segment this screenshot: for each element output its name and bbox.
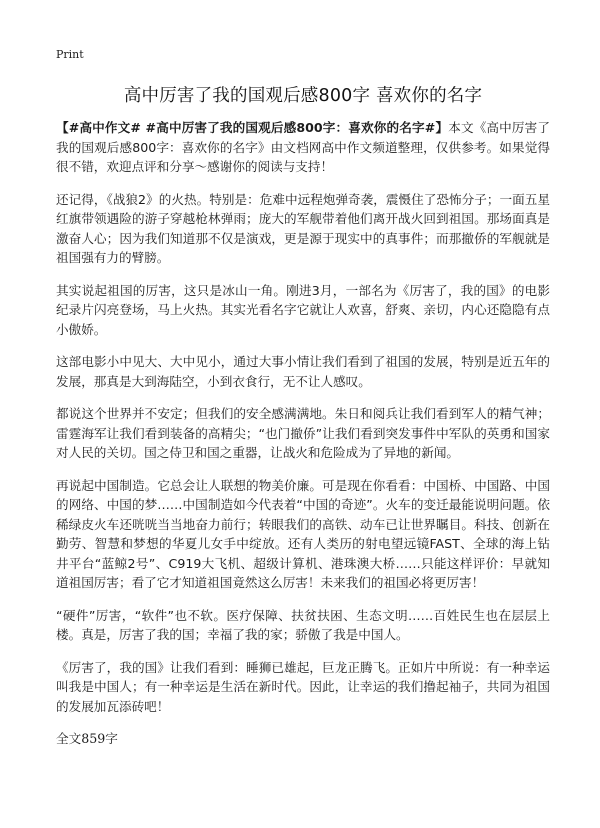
print-label: Print <box>56 48 84 61</box>
article-body <box>56 118 550 749</box>
intro-tag: 【#高中作文# #高中厉害了我的国观后感800字：喜欢你的名字#】 <box>56 120 449 135</box>
article-title: 高中厉害了我的国观后感800字 喜欢你的名字 <box>123 86 483 106</box>
paragraph-6: “硬件”厉害，“软件”也不软。医疗保障、扶贫扶困、生态文明……百姓民生也在层层上楼。真是，厉害了我的国；幸福了我的家；骄傲了我是中国人。 <box>56 607 550 642</box>
paragraph-3: 这部电影小中见大、大中见小，通过大事小情让我们看到了祖国的发展，特别是近五年的发展，那真是大到海陆空，小到衣食行，无不让人感叹。 <box>56 354 550 389</box>
intro-paragraph <box>56 118 550 177</box>
paragraph-1: 还记得，《战狼2》的火热。特别是：危难中远程炮弹奇袭，震慑住了恐怖分子；一面五星红旗带领遇险的游子穿越枪林弹雨；庞大的军舰带着他们离开战火回到祖国。那场面真是激奋人心；因为我们知道那不仅是演戏，更是源于现实中的真事件；而那撤侨的军舰就是祖国强有力的臂膀。 <box>56 191 550 265</box>
word-count: 全文859字 <box>56 731 118 746</box>
paragraph-2: 其实说起祖国的厉害，这只是冰山一角。刚进3月，一部名为《厉害了，我的国》的电影纪录片闪亮登场，马上火热。其实光看名字它就让人欢喜，舒爽、亲切，内心还隐隐有点小傲娇。 <box>56 282 550 337</box>
paragraph-5: 再说起中国制造。它总会让人联想的物美价廉。可是现在你看看：中国桥、中国路、中国的网络、中国的梦……中国制造如今代表着“中国的奇迹”。火车的变迁最能说明问题。依稀绿皮火车还咣咣当当地奋力前行；转眼我们的高铁、动车已让世界瞩目。科技、创新在勤劳、智慧和梦想的华夏儿女手中绽放。还有人类历的射电望远镜FAST、全球的海上钻井平台“蓝鲸2号”、C919大飞机、超级计算机、港珠澳大桥……只能这样评价：早就知道祖国厉害；看了它才知道祖国竟然这么厉害！未来我们的祖国必将更厉害！ <box>56 477 550 590</box>
paragraph-7: 《厉害了，我的国》让我们看到：睡狮已雄起，巨龙正腾飞。正如片中所说：有一种幸运叫我是中国人；有一种幸运是生活在新时代。因此，让幸运的我们撸起袖子，共同为祖国的发展加瓦添砖吧！ <box>56 659 550 714</box>
paragraph-4: 都说这个世界并不安定；但我们的安全感满满地。朱日和阅兵让我们看到军人的精气神；雷霆海军让我们看到装备的高精尖；“也门撤侨”让我们看到突发事件中军队的英勇和国家对人民的关切。国之侍卫和国之重器，让战火和危险成为了异地的新闻。 <box>56 406 550 460</box>
intro-text: 本文《高中厉害了我的国观后感800字：喜欢你的名字》由文档网高中作文频道整理，仅供参考。如果觉得很不错，欢迎点评和分享～感谢你的阅读与支持！ <box>56 120 550 174</box>
